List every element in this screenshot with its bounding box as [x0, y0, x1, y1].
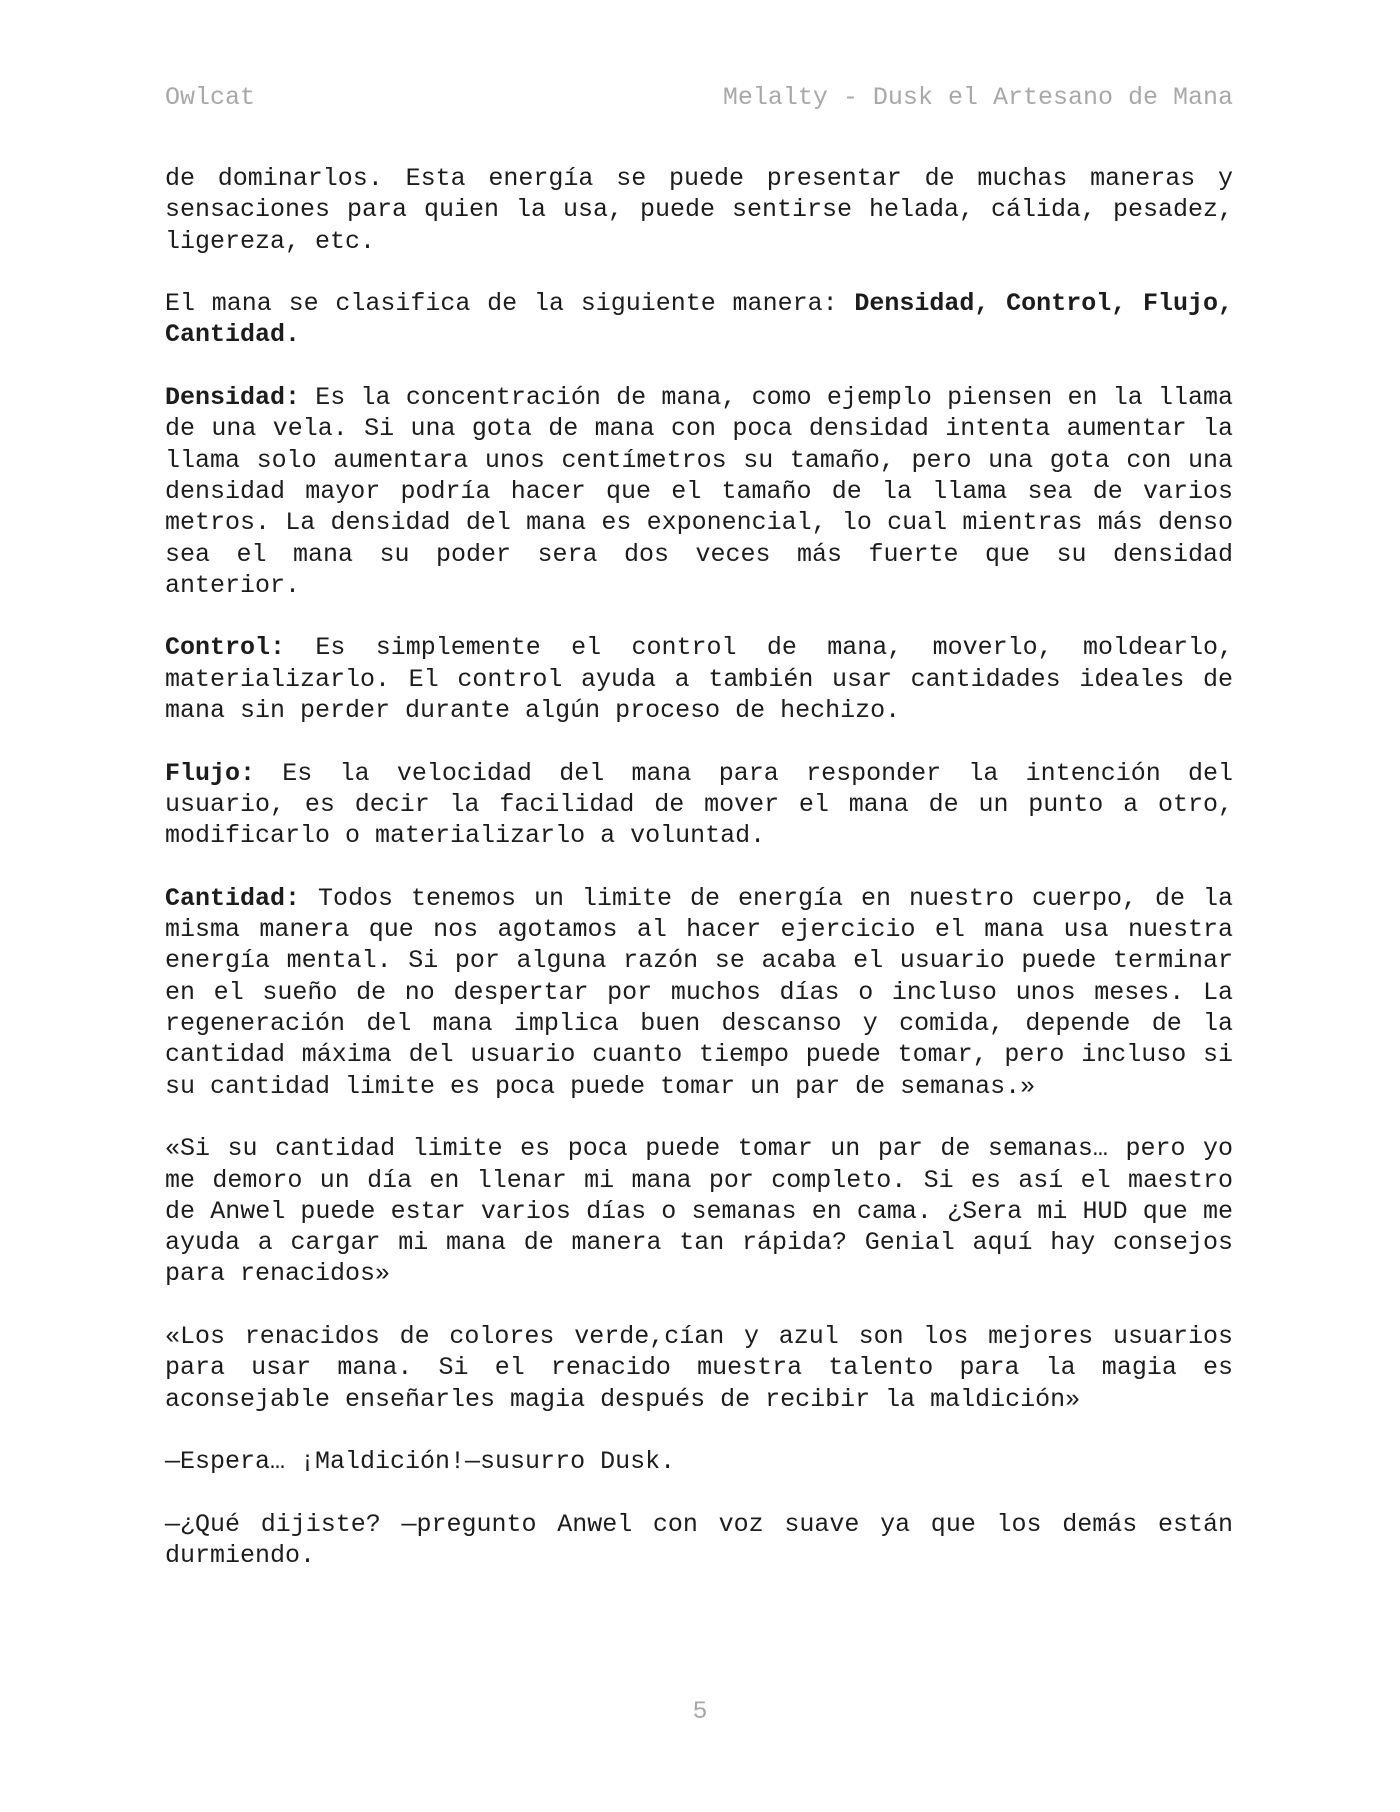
page-number: 5 [692, 1697, 708, 1726]
dialogue-line-2: —¿Qué dijiste? —pregunto Anwel con voz suave ya que los demás están durmiendo. [165, 1509, 1233, 1571]
definition-flujo: Es la velocidad del mana para responder la intención del usuario, es decir la facilidad de mover el mana de un punto a otro, modificarlo o materializarlo a voluntad. [165, 758, 1233, 851]
header-author: Owlcat [165, 83, 256, 112]
paragraph-thought-1: «Si su cantidad limite es poca puede tomar un par de semanas… pero yo me demoro un día en llenar mi mana por completo. Si es así el maestro de Anwel puede estar varios días o semanas en cama. ¿Sera mi HUD que me ayuda a cargar mi mana de manera tan rápida? Genial aquí hay consejos para renacidos» [165, 1134, 1233, 1289]
paragraph-control [165, 632, 1233, 726]
paragraph-densidad [165, 382, 1233, 601]
paragraph-flujo [165, 758, 1233, 852]
classification-terms: Densidad, Control, Flujo, Cantidad. [165, 289, 1233, 350]
term-flujo: Flujo: [165, 758, 256, 788]
header-title: Melalty - Dusk el Artesano de Mana [722, 83, 1233, 112]
term-control: Control: [165, 633, 286, 663]
paragraph-text: El mana se clasifica de la siguiente manera: [165, 289, 855, 319]
term-densidad: Densidad: [165, 383, 301, 413]
page-header [165, 78, 1233, 118]
paragraph-thought-2: «Los renacidos de colores verde,cían y azul son los mejores usuarios para usar mana. Si el renacido muestra talento para la magia es aconsejable enseñarles magia después de recibir la maldición» [165, 1321, 1233, 1414]
definition-control: Es simplemente el control de mana, moverlo, moldearlo, materializarlo. El control ayuda a también usar cantidades ideales de mana sin perder durante algún proceso de hechizo. [165, 633, 1233, 726]
definition-densidad: Es la concentración de mana, como ejemplo piensen en la llama de una vela. Si una gota de mana con poca densidad intenta aumentar la llama solo aumentara unos centímetros su tamaño, pero una gota con una densidad mayor podría hacer que el tamaño de la llama sea de varios metros. La densidad del mana es exponencial, lo cual mientras más denso sea el mana su poder sera dos veces más fuerte que su densidad anterior. [165, 383, 1233, 600]
definition-cantidad: Todos tenemos un limite de energía en nuestro cuerpo, de la misma manera que nos agotamos al hacer ejercicio el mana usa nuestra energía mental. Si por alguna razón se acaba el usuario puede terminar en el sueño de no despertar por muchos días o incluso unos meses. La regeneración del mana implica buen descanso y comida, depende de la cantidad máxima del usuario cuanto tiempo puede tomar, pero incluso si su cantidad limite es poca puede tomar un par de semanas.» [165, 883, 1233, 1101]
page-body [165, 163, 1233, 1603]
paragraph-cantidad [165, 883, 1233, 1102]
term-cantidad: Cantidad: [165, 883, 301, 913]
dialogue-line-1: —Espera… ¡Maldición!—susurro Dusk. [165, 1447, 676, 1477]
paragraph-intro: de dominarlos. Esta energía se puede presentar de muchas maneras y sensaciones para quien la usa, puede sentirse helada, cálida, pesadez, ligereza, etc. [165, 164, 1233, 256]
paragraph-classification [165, 288, 1233, 351]
